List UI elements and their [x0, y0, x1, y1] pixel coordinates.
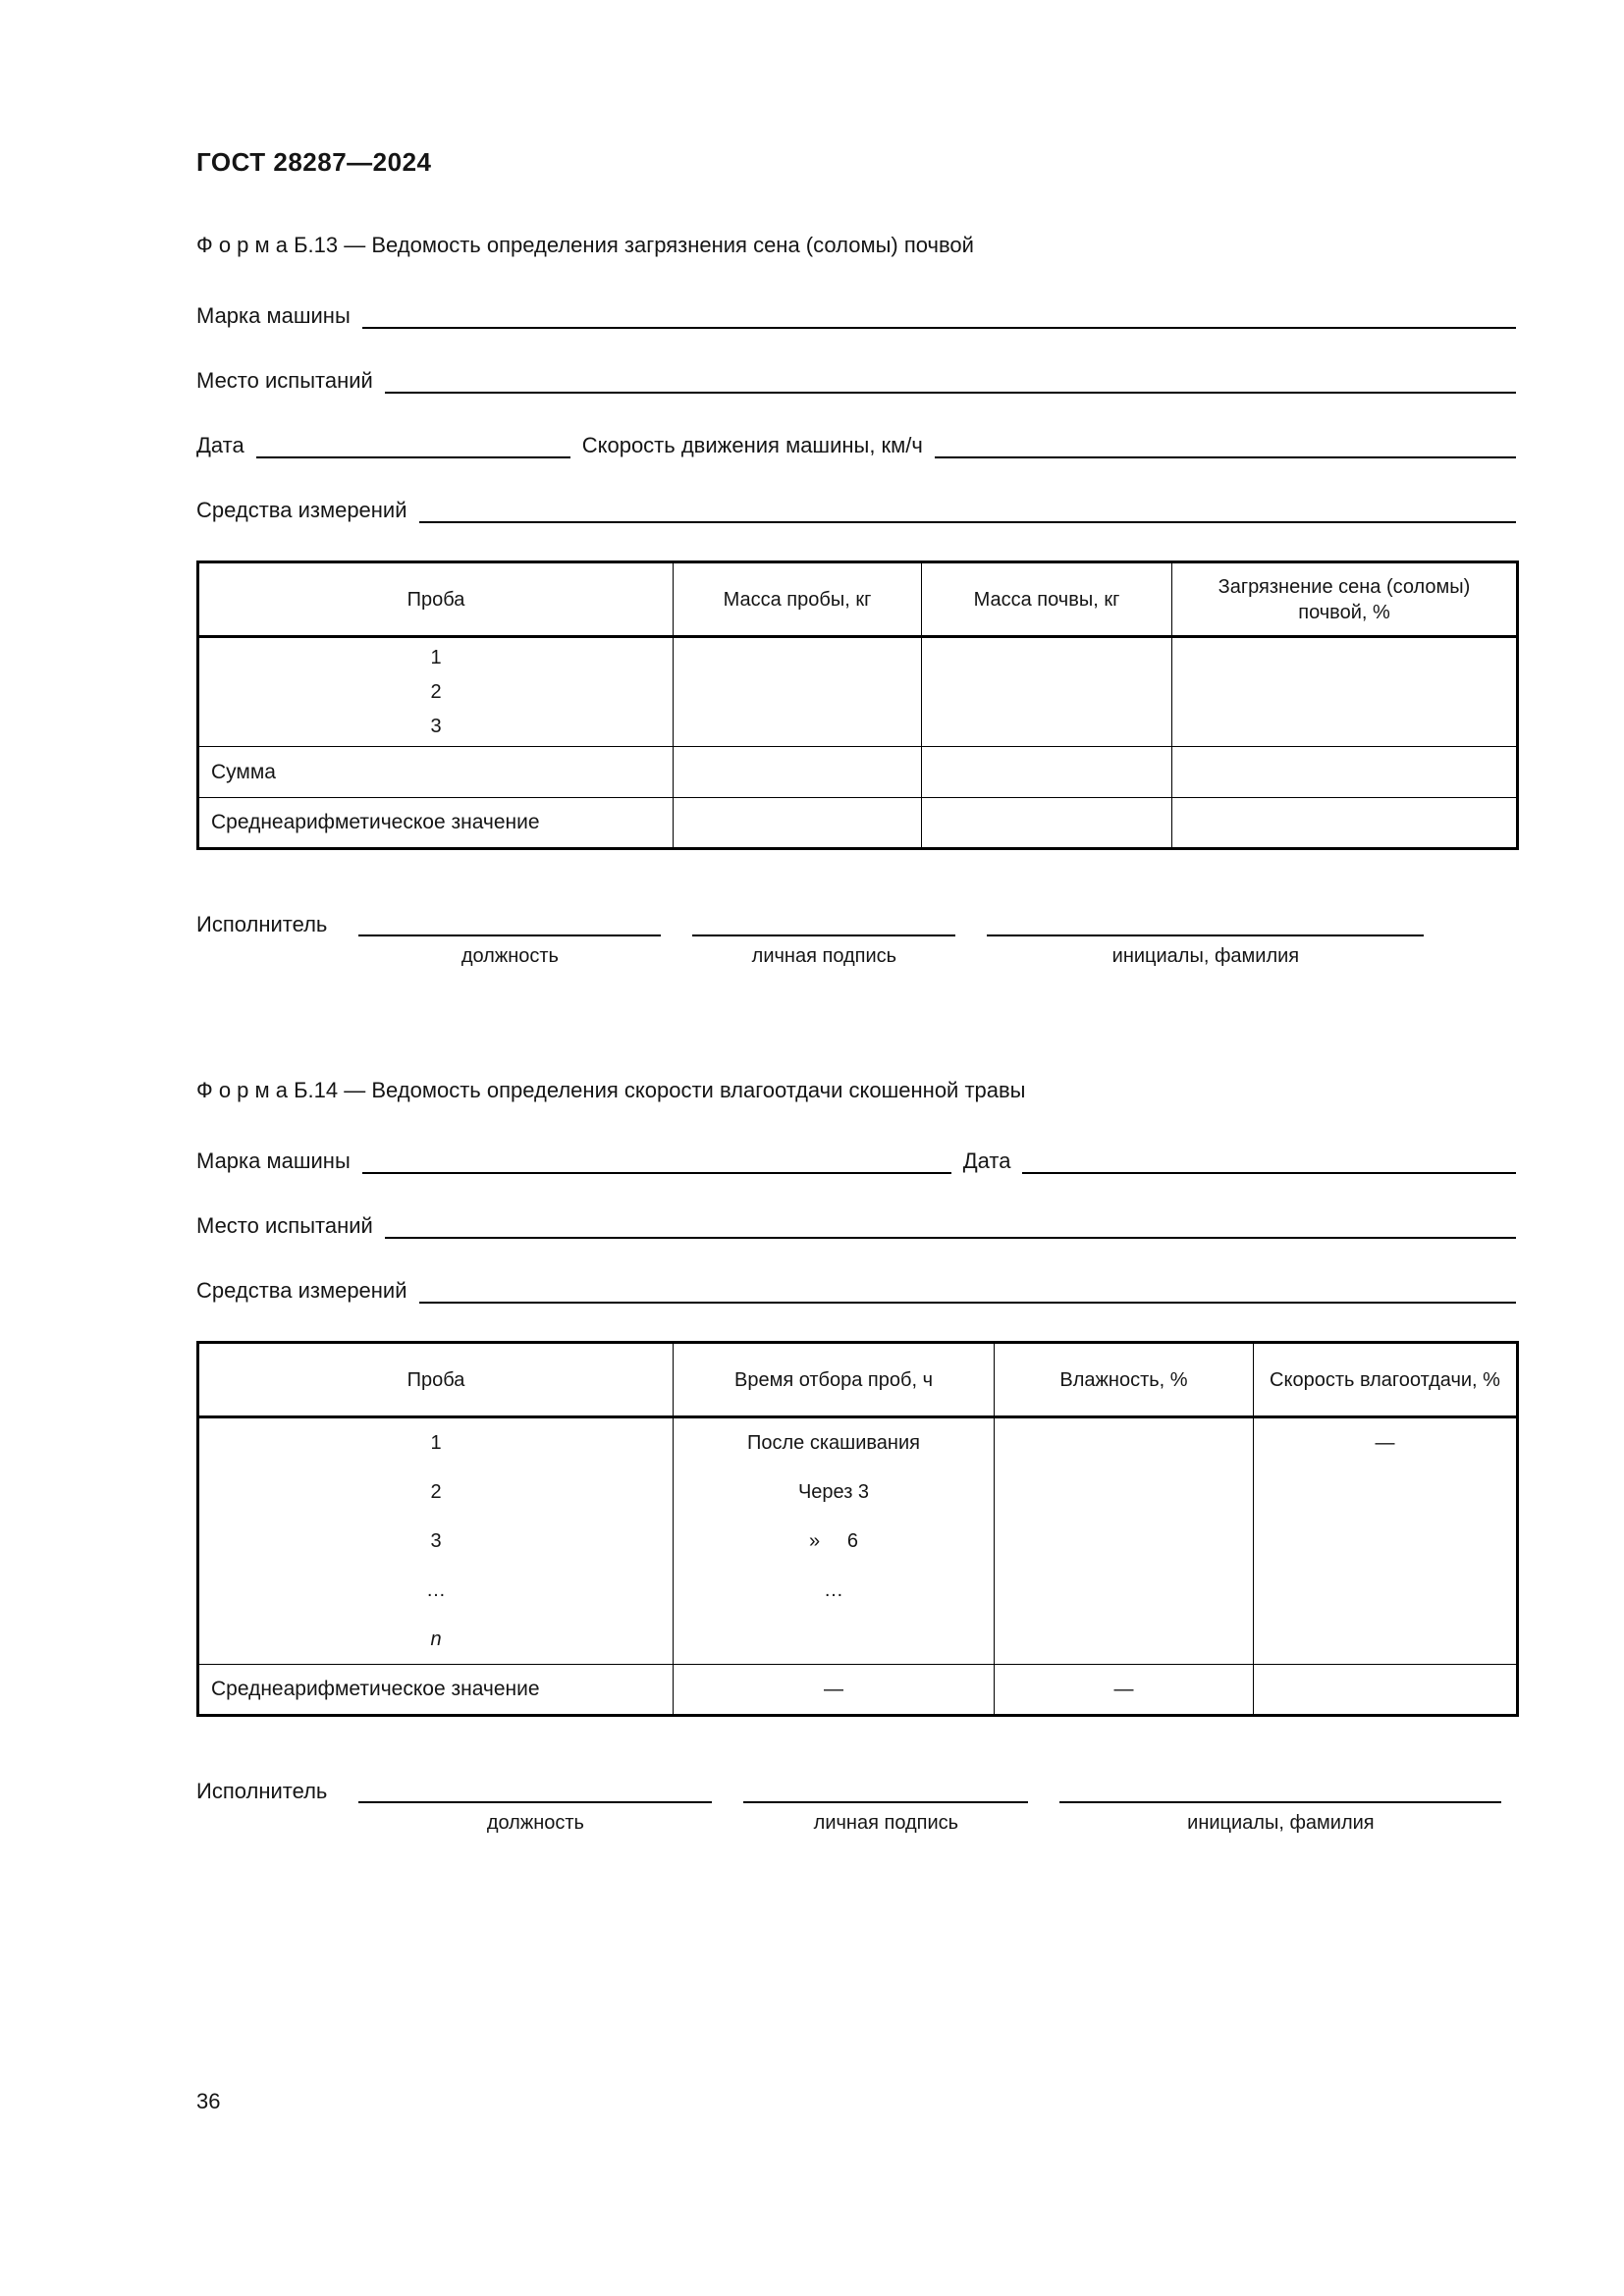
fill-in-line — [358, 911, 661, 936]
table-b14-samples-row — [198, 1417, 1518, 1665]
fill-in-line — [419, 1276, 1516, 1304]
field-row-test-location-b14 — [196, 1211, 1516, 1241]
release-rate-value — [1254, 1615, 1516, 1664]
initials-surname-caption: инициалы, фамилия — [1187, 1812, 1375, 1834]
signature-position-field — [358, 1778, 712, 1835]
signature-sign-field — [743, 1778, 1028, 1835]
fill-in-line — [692, 911, 955, 936]
fill-in-line — [256, 431, 570, 458]
measuring-tools-label: Средства измерений — [196, 1278, 407, 1303]
fill-in-line — [935, 431, 1516, 458]
fill-in-line — [419, 496, 1516, 523]
table-b14-header-release-rate: Скорость влагоотдачи, % — [1254, 1343, 1518, 1417]
signature-name-field — [1059, 1778, 1501, 1835]
machine-speed-label: Скорость движения машины, км/ч — [581, 433, 923, 457]
table-b14-moisture-release — [196, 1341, 1519, 1717]
fill-in-line — [743, 1778, 1028, 1803]
empty-cell — [674, 747, 922, 798]
fill-in-line — [385, 1211, 1516, 1239]
empty-cell — [922, 747, 1172, 798]
sample-number: 2 — [430, 1481, 442, 1503]
sample-number: 1 — [430, 1432, 442, 1454]
position-caption: должность — [486, 1812, 584, 1834]
mean-row-label: Среднеарифметическое значение — [198, 1665, 674, 1716]
empty-cell — [674, 637, 922, 747]
table-b13-header-row — [198, 562, 1518, 637]
table-b14-header-humidity: Влажность, % — [995, 1343, 1254, 1417]
machine-brand-label: Марка машины — [196, 303, 351, 328]
empty-cell — [922, 798, 1172, 849]
table-b13-sum-row — [198, 747, 1518, 798]
executor-label: Исполнитель — [196, 1779, 328, 1803]
table-b13-header-sample: Проба — [198, 562, 674, 637]
table-b13-soil-contamination — [196, 561, 1519, 850]
humidity-value — [995, 1468, 1253, 1517]
sample-number: … — [426, 1579, 446, 1601]
sample-number: 2 — [430, 680, 442, 703]
field-row-test-location-b13 — [196, 366, 1516, 396]
fill-in-line — [1059, 1778, 1501, 1803]
fill-in-line — [362, 301, 1516, 329]
empty-cell — [922, 637, 1172, 747]
position-caption: должность — [460, 945, 559, 967]
date-label: Дата — [962, 1148, 1011, 1173]
page-number: 36 — [196, 2089, 221, 2113]
signature-name-field — [987, 911, 1424, 968]
fill-in-line — [385, 366, 1516, 394]
table-b13-header-contamination: Загрязнение сена (соломы) почвой, % — [1172, 562, 1518, 637]
executor-block-b13 — [196, 911, 1516, 968]
mean-row-label: Среднеарифметическое значение — [198, 798, 674, 849]
fill-in-line — [358, 1778, 712, 1803]
executor-label: Исполнитель — [196, 912, 328, 936]
test-location-label: Место испытаний — [196, 368, 373, 393]
release-rate-value — [1254, 1517, 1516, 1566]
table-b14-header-sample: Проба — [198, 1343, 674, 1417]
mean-humidity: — — [995, 1665, 1254, 1716]
test-location-label: Место испытаний — [196, 1213, 373, 1238]
form-b14-title: Ф о р м а Б.14 — Ведомость определения скорости влагоотдачи скошенной травы — [196, 1078, 1026, 1102]
machine-brand-label: Марка машины — [196, 1148, 351, 1173]
sampling-time-value — [674, 1615, 994, 1664]
empty-cell — [1172, 798, 1518, 849]
empty-cell — [1172, 747, 1518, 798]
personal-signature-caption: личная подпись — [751, 945, 897, 967]
table-b13-mean-row — [198, 798, 1518, 849]
field-row-machine-brand-b13 — [196, 301, 1516, 331]
fill-in-line — [362, 1147, 951, 1174]
document-standard-header: ГОСТ 28287—2024 — [196, 147, 432, 177]
table-b14-humidity-cell — [995, 1417, 1254, 1665]
date-label: Дата — [196, 433, 244, 457]
table-b14-release-rate-cell — [1254, 1417, 1518, 1665]
table-b14-sample-numbers-cell — [198, 1417, 674, 1665]
sampling-time-value: » 6 — [808, 1530, 859, 1552]
sample-number-n: n — [430, 1629, 442, 1650]
humidity-value — [995, 1418, 1253, 1468]
sum-row-label: Сумма — [198, 747, 674, 798]
field-row-machine-brand-date-b14 — [196, 1147, 1516, 1176]
mean-sampling-time: — — [674, 1665, 995, 1716]
field-row-measuring-tools-b14 — [196, 1276, 1516, 1306]
table-b14-mean-row — [198, 1665, 1518, 1716]
empty-cell — [674, 798, 922, 849]
table-b13-samples-row — [198, 637, 1518, 747]
humidity-value — [995, 1566, 1253, 1615]
fill-in-line — [1022, 1147, 1516, 1174]
sampling-time-value: После скашивания — [747, 1432, 920, 1454]
table-b13-header-sample-mass: Масса пробы, кг — [674, 562, 922, 637]
measuring-tools-label: Средства измерений — [196, 498, 407, 522]
humidity-value — [995, 1615, 1253, 1664]
executor-block-b14 — [196, 1778, 1516, 1835]
fill-in-line — [987, 911, 1424, 936]
signature-sign-field — [692, 911, 955, 968]
initials-surname-caption: инициалы, фамилия — [1111, 945, 1300, 967]
humidity-value — [995, 1517, 1253, 1566]
field-row-measuring-tools-b13 — [196, 496, 1516, 525]
release-rate-value — [1254, 1566, 1516, 1615]
sample-number: 1 — [430, 646, 442, 668]
sampling-time-value: … — [824, 1579, 843, 1601]
sampling-time-value: Через 3 — [797, 1481, 870, 1503]
signature-position-field — [358, 911, 661, 968]
table-b14-header-row — [198, 1343, 1518, 1417]
form-b13-title: Ф о р м а Б.13 — Ведомость определения загрязнения сена (соломы) почвой — [196, 233, 974, 257]
field-row-date-speed-b13 — [196, 431, 1516, 460]
personal-signature-caption: личная подпись — [813, 1812, 959, 1834]
mean-release-rate — [1254, 1665, 1518, 1716]
table-b14-sampling-time-cell — [674, 1417, 995, 1665]
sample-number: 3 — [430, 715, 442, 737]
release-rate-value — [1254, 1468, 1516, 1517]
table-b13-header-soil-mass: Масса почвы, кг — [922, 562, 1172, 637]
table-b13-sample-numbers-cell — [198, 637, 674, 747]
table-b14-header-sampling-time: Время отбора проб, ч — [674, 1343, 995, 1417]
release-rate-value: — — [1375, 1432, 1395, 1454]
sample-number: 3 — [430, 1530, 442, 1552]
empty-cell — [1172, 637, 1518, 747]
